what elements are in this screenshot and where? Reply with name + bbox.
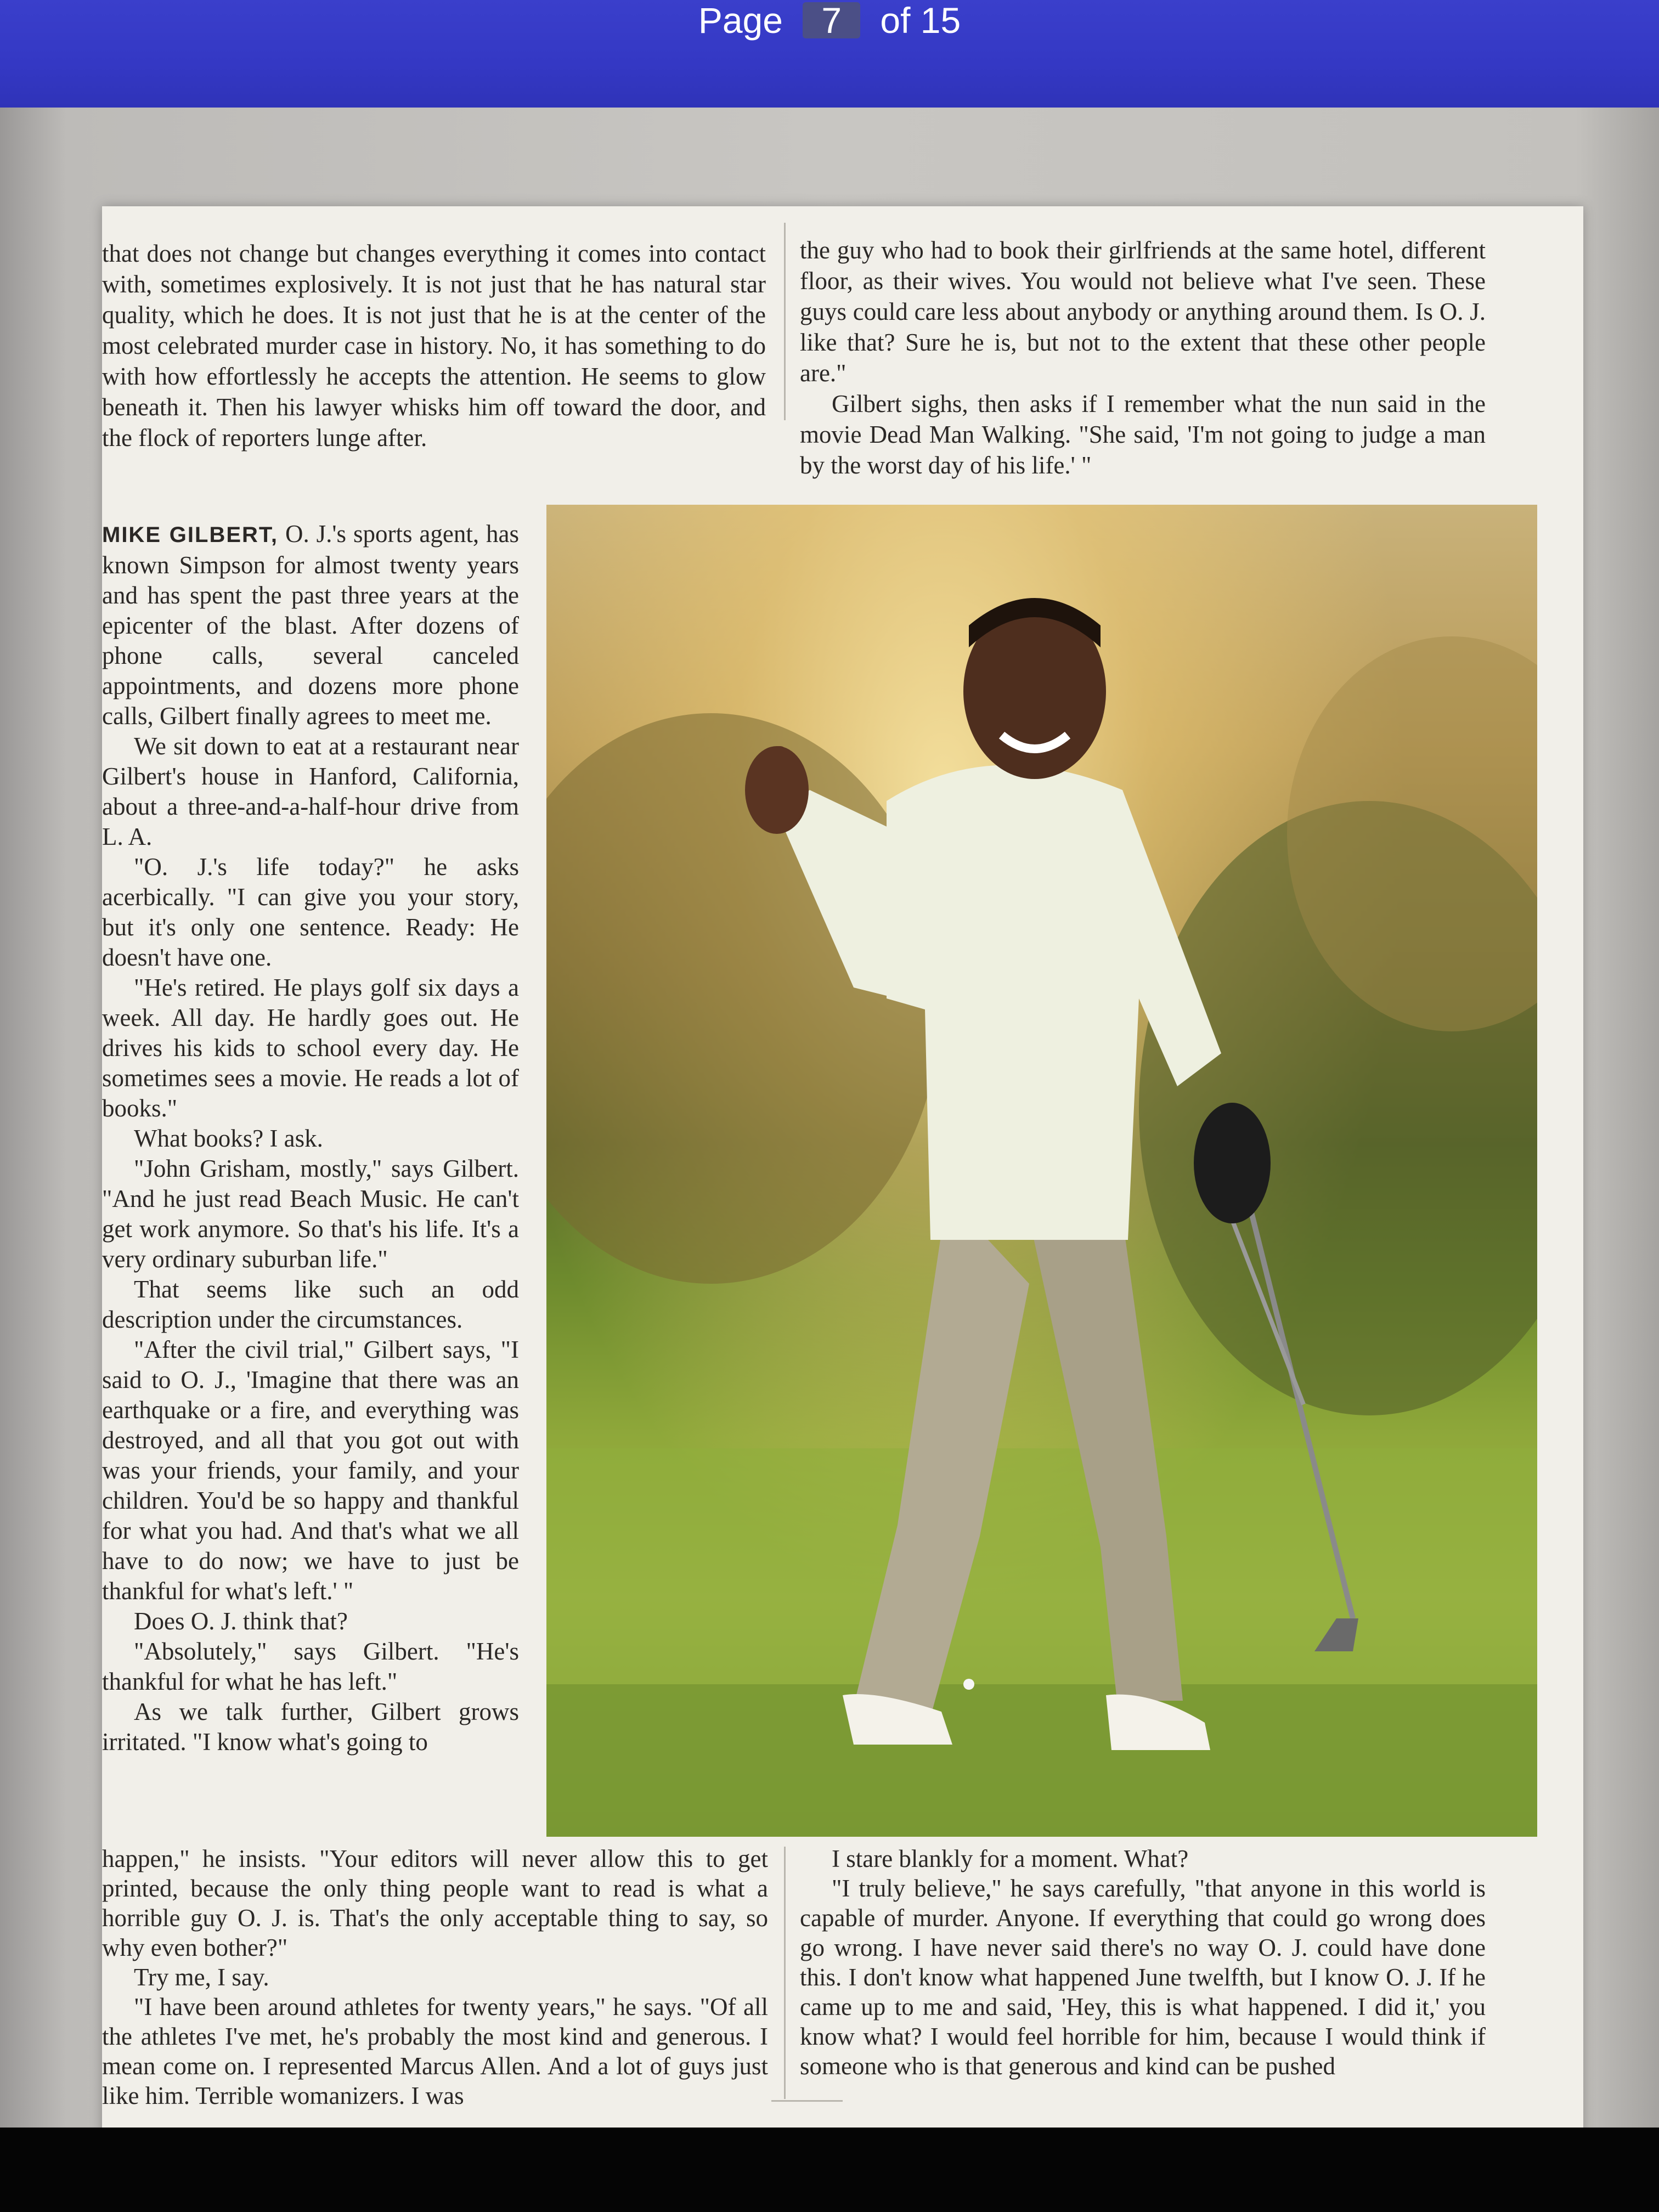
paragraph: What books? I ask. — [134, 1125, 323, 1152]
paragraph: "After the civil trial," Gilbert says, "I said to O. J., 'Imagine that there was an earthquake or a fire, and everything was destroyed, and all that you got out with was your friends, your family, and your children. You'd be so happy and thankful for what you had. And that's what we all have to do now; we have to just be thankful for what's left.' " — [102, 1336, 519, 1605]
paragraph: "O. J.'s life today?" he asks acerbically. "I can give you your story, but it's only one sentence. Ready: He doesn't have one. — [102, 853, 519, 971]
paragraph: "I have been around athletes for twenty years," he says. "Of all the athletes I've met, he's probably the most kind and generous. I mean come on. I represented Marcus Allen. And a lot of guys just like him. Terrible womanizers. I was — [102, 1993, 768, 2109]
magazine-page — [102, 206, 1583, 2199]
paragraph: We sit down to eat at a restaurant near Gilbert's house in Hanford, California, about a three-and-a-half-hour drive from L. A. — [102, 732, 519, 850]
right-column-top — [800, 235, 1486, 481]
narrow-column — [102, 519, 519, 1757]
viewer-toolbar — [0, 0, 1659, 108]
right-column-bottom — [800, 1844, 1486, 2081]
lead-name: MIKE GILBERT, — [102, 523, 279, 547]
paragraph: "He's retired. He plays golf six days a week. All day. He hardly goes out. He drives his kids to school every day. He sometimes sees a movie. He reads a lot of books." — [102, 974, 519, 1122]
paragraph: I stare blankly for a moment. What? — [832, 1845, 1189, 1872]
paragraph: that does not change but changes everything it comes into contact with, sometimes explosively. It is not just that he has natural star quality, which he does. It is not just that he is at the center of the most celebrated murder case in history. No, it has something to do with how effortlessly he accepts the attention. He seems to glow beneath it. Then his lawyer whisks him off toward the door, and the flock of reporters lunge after. — [102, 240, 766, 452]
paragraph: Does O. J. think that? — [134, 1607, 348, 1635]
golfer-illustration — [546, 505, 1537, 1837]
paragraph: As we talk further, Gilbert grows irritated. "I know what's going to — [102, 1698, 519, 1756]
column-divider-bottom — [784, 1847, 786, 2099]
left-column-bottom — [102, 1844, 768, 2111]
paragraph: That seems like such an odd description under the circumstances. — [102, 1276, 519, 1333]
current-page-field[interactable]: 7 — [803, 2, 860, 38]
page-indicator — [0, 0, 1659, 41]
scan-background — [0, 108, 1659, 2128]
golf-photo — [546, 505, 1537, 1837]
paragraph: Gilbert sighs, then asks if I remember what the nun said in the movie Dead Man Walking. "She said, 'I'm not going to judge a man by the worst day of his life.' " — [800, 390, 1486, 479]
page-total: of 15 — [880, 0, 961, 41]
page-label: Page — [698, 0, 783, 41]
paragraph: MIKE GILBERT, O. J.'s sports agent, has known Simpson for almost twenty years and has spent the past three years at the epicenter of the blast. After dozens of phone calls, several canceled appointments, and dozens more phone calls, Gilbert finally agrees to meet me. — [102, 520, 520, 730]
column-foot-rule — [771, 2100, 843, 2102]
column-divider-top — [784, 223, 786, 420]
paragraph: "I truly believe," he says carefully, "that anyone in this world is capable of murder. Anyone. If everything that could go wrong does go wrong. I have never said there's no way O. J. could have done this. I don't know what happened June twelfth, but I know O. J. If he came up to me and said, 'Hey, this is what happened. I did it,' you know what? I would feel horrible for him, because I would think if someone who is that generous and kind can be pushed — [800, 1875, 1486, 2080]
paragraph: "Absolutely," says Gilbert. "He's thankful for what he has left." — [102, 1638, 519, 1695]
paragraph: the guy who had to book their girlfriends at the same hotel, different floor, as their wives. You would not believe what I've seen. These guys could care less about anybody or anything around them. Is O. J. like that? Sure he is, but not to the extent that these other people are." — [800, 236, 1486, 387]
paragraph: Try me, I say. — [134, 1963, 269, 1991]
left-column-top — [102, 238, 766, 453]
paragraph: happen," he insists. "Your editors will never allow this to get printed, because the only thing people want to read is what a horrible guy O. J. is. That's the only acceptable thing to say, so why even bother?" — [102, 1845, 768, 1961]
paragraph: "John Grisham, mostly," says Gilbert. "And he just read Beach Music. He can't get work anymore. So that's his life. It's a very ordinary suburban life." — [102, 1155, 519, 1273]
device-bezel-bottom — [0, 2128, 1659, 2212]
